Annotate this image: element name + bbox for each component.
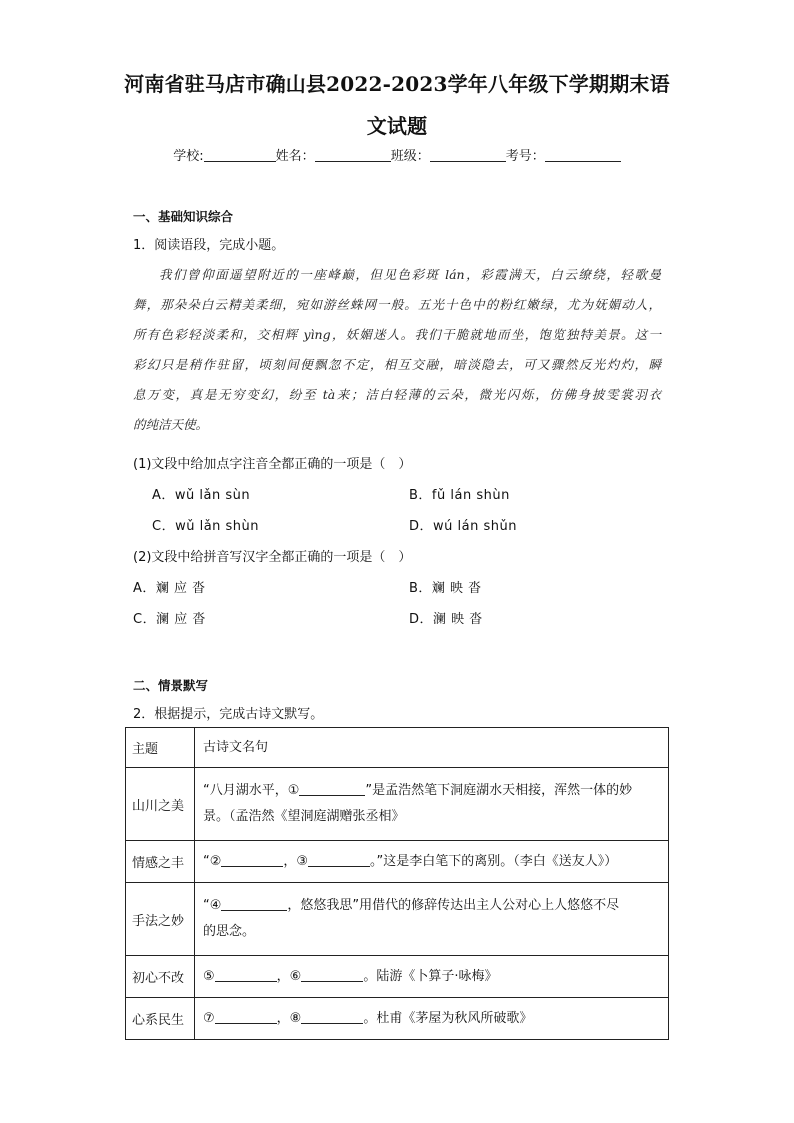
row-content (195, 883, 669, 956)
answer-blank-1[interactable] (299, 781, 365, 796)
row-content (195, 768, 669, 841)
answer-blank-8[interactable] (301, 1009, 363, 1024)
table-row (126, 841, 669, 883)
answer-blank-5[interactable] (215, 967, 277, 982)
row-text: “八月湖水平，① (203, 783, 300, 798)
row-text: 。杜甫《茅屋为秋风所破歌》 (363, 1010, 533, 1026)
header-lines: 古诗文名句 (195, 728, 669, 768)
row-text: ”是孟浩然笔下洞庭湖水天相接，浑然一体的妙 (365, 783, 633, 798)
header-theme: 主题 (126, 728, 195, 768)
table-row (126, 883, 669, 956)
answer-blank-2[interactable] (221, 852, 283, 867)
answer-blank-3[interactable] (308, 852, 370, 867)
section2-heading: 二、情景默写 (133, 678, 209, 693)
school-label: 学校: (173, 149, 204, 164)
recitation-table (125, 727, 669, 1040)
row-text: ，⑧ (276, 1010, 302, 1026)
name-label: 姓名： (275, 149, 315, 164)
row-text: “④ (203, 898, 222, 913)
sub2-option-c[interactable]: C．澜 应 沓 (133, 612, 206, 627)
passage-line: 我们曾仰面遥望附近的一座峰巅，但见色彩斑 lán，彩霞满天，白云缭绕，轻歌曼 (159, 267, 661, 282)
sub1-option-b[interactable]: B．fǔ lán shùn (409, 488, 510, 503)
section1-heading: 一、基础知识综合 (133, 209, 234, 224)
row-theme: 初心不改 (126, 956, 195, 998)
class-label: 班级： (390, 149, 430, 164)
row-content (195, 841, 669, 883)
table-row (126, 768, 669, 841)
table-row (126, 998, 669, 1040)
row-text: 。陆游《卜算子·咏梅》 (363, 968, 498, 984)
student-info-row (0, 145, 794, 164)
class-field[interactable] (430, 148, 506, 162)
row-text: ，⑥ (276, 968, 302, 984)
answer-blank-6[interactable] (301, 967, 363, 982)
row-content (195, 998, 669, 1040)
table-header-row (126, 728, 669, 768)
sub2-option-d[interactable]: D．澜 映 沓 (409, 612, 483, 627)
sub1-option-a[interactable]: A．wǔ lǎn sùn (152, 488, 251, 503)
school-field[interactable] (204, 148, 276, 162)
row-text: 的思念。 (203, 924, 256, 939)
row-theme: 手法之妙 (126, 883, 195, 956)
passage-line: 的纯洁天使。 (133, 417, 209, 432)
row-text: “② (203, 853, 222, 869)
sub1-option-c[interactable]: C．wǔ lǎn shùn (152, 519, 260, 534)
row-theme: 山川之美 (126, 768, 195, 841)
exam-title-line1: 河南省驻马店市确山县2022-2023学年八年级下学期期末语 (124, 72, 670, 96)
passage-line: 所有色彩轻淡柔和，交相辉 yìng，妖媚迷人。我们干脆就地而坐，饱览独特美景。这一 (133, 327, 661, 342)
sub1-option-d[interactable]: D．wú lán shǔn (409, 519, 517, 534)
passage-line: 息万变，真是无穷变幻，纷至 tà来；洁白轻薄的云朵，微光闪烁，仿佛身披雯裳羽衣 (133, 387, 661, 402)
row-text: 景。（孟浩然《望洞庭湖赠张丞相》 (203, 809, 405, 824)
exam-title-line2: 文试题 (366, 114, 428, 138)
row-theme: 心系民生 (126, 998, 195, 1040)
exam-no-field[interactable] (545, 148, 621, 162)
row-theme: 情感之丰 (126, 841, 195, 883)
reading-passage (133, 260, 661, 440)
row-text: ⑦ (203, 1010, 215, 1026)
passage-line: 彩幻只是稍作驻留，顷刻间便飘忽不定，相互交融，暗淡隐去，可又骤然反光灼灼，瞬 (133, 357, 661, 372)
row-text: 。”这是李白笔下的离别。（李白《送友人》） (370, 853, 618, 869)
exam-no-label: 考号： (505, 149, 545, 164)
sub-question-2-prompt: (2)文段中给拼音写汉字全都正确的一项是（ ） (133, 550, 412, 565)
sub2-option-b[interactable]: B．斓 映 沓 (409, 581, 482, 596)
row-content (195, 956, 669, 998)
table-row (126, 956, 669, 998)
answer-blank-4[interactable] (221, 896, 287, 911)
answer-blank-7[interactable] (215, 1009, 277, 1024)
row-text: ⑤ (203, 968, 215, 984)
row-text: ，悠悠我思”用借代的修辞传达出主人公对心上人悠悠不尽 (287, 898, 620, 913)
question2-text: 2．根据提示，完成古诗文默写。 (133, 707, 324, 722)
name-field[interactable] (315, 148, 391, 162)
sub2-option-a[interactable]: A．斓 应 沓 (133, 581, 206, 596)
sub-question-1-prompt: (1)文段中给加点字注音全都正确的一项是（ ） (133, 457, 412, 472)
passage-line: 舞，那朵朵白云精美柔细，宛如游丝蛛网一般。五光十色中的粉红嫩绿，尤为妩媚动人， (133, 297, 661, 312)
question1-text: 1．阅读语段，完成小题。 (133, 238, 285, 253)
row-text: ，③ (283, 853, 309, 869)
